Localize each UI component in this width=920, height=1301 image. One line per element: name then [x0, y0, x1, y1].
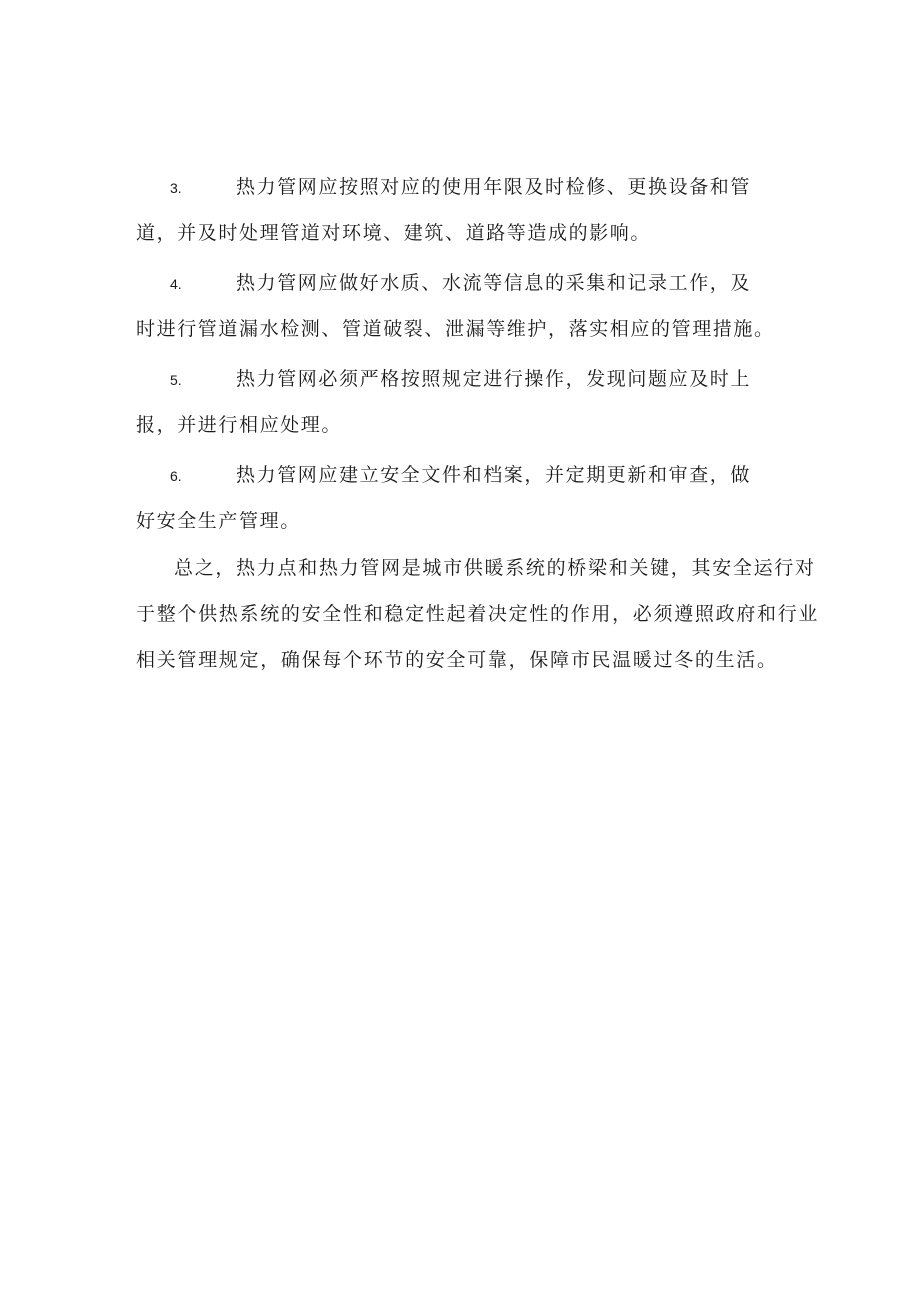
list-item-number: 6. [170, 468, 182, 484]
list-item-text: 热力管网应做好水质、水流等信息的采集和记录工作，及 [236, 272, 752, 294]
summary-line: 于整个供热系统的安全性和稳定性起着决定性的作用，必须遵照政府和行业 [136, 603, 820, 625]
list-item-text: 热力管网应按照对应的使用年限及时检修、更换设备和管 [236, 176, 752, 198]
summary-paragraph [136, 553, 820, 691]
list-item-text: 时进行管道漏水检测、管道破裂、泄漏等维护，落实相应的管理措施。 [136, 318, 775, 340]
list-item-first-line [136, 172, 756, 218]
list-item-continuation-line [136, 506, 756, 552]
summary-line: 总之，热力点和热力管网是城市供暖系统的桥梁和关键，其安全运行对 [174, 557, 816, 579]
list-item-text: 道，并及时处理管道对环境、建筑、道路等造成的影响。 [136, 222, 652, 244]
list-item-number: 4. [170, 276, 182, 292]
list-item-text: 报，并进行相应处理。 [136, 414, 343, 436]
list-item-continuation-line [136, 218, 756, 264]
list-item [136, 460, 756, 552]
list-item-first-line [136, 268, 756, 314]
list-item-first-line [136, 364, 756, 410]
summary-line: 相关管理规定，确保每个环节的安全可靠，保障市民温暖过冬的生活。 [136, 649, 778, 671]
list-item-text: 好安全生产管理。 [136, 510, 301, 532]
list-item [136, 364, 756, 456]
list-item-number: 3. [170, 180, 182, 196]
list-item-first-line [136, 460, 756, 506]
list-item-continuation-line [136, 314, 775, 360]
list-item [136, 268, 775, 360]
list-item-text: 热力管网必须严格按照规定进行操作，发现问题应及时上 [236, 368, 752, 390]
list-item-number: 5. [170, 372, 182, 388]
list-item-continuation-line [136, 410, 756, 456]
list-item [136, 172, 756, 264]
list-item-text: 热力管网应建立安全文件和档案，并定期更新和审查，做 [236, 464, 752, 486]
